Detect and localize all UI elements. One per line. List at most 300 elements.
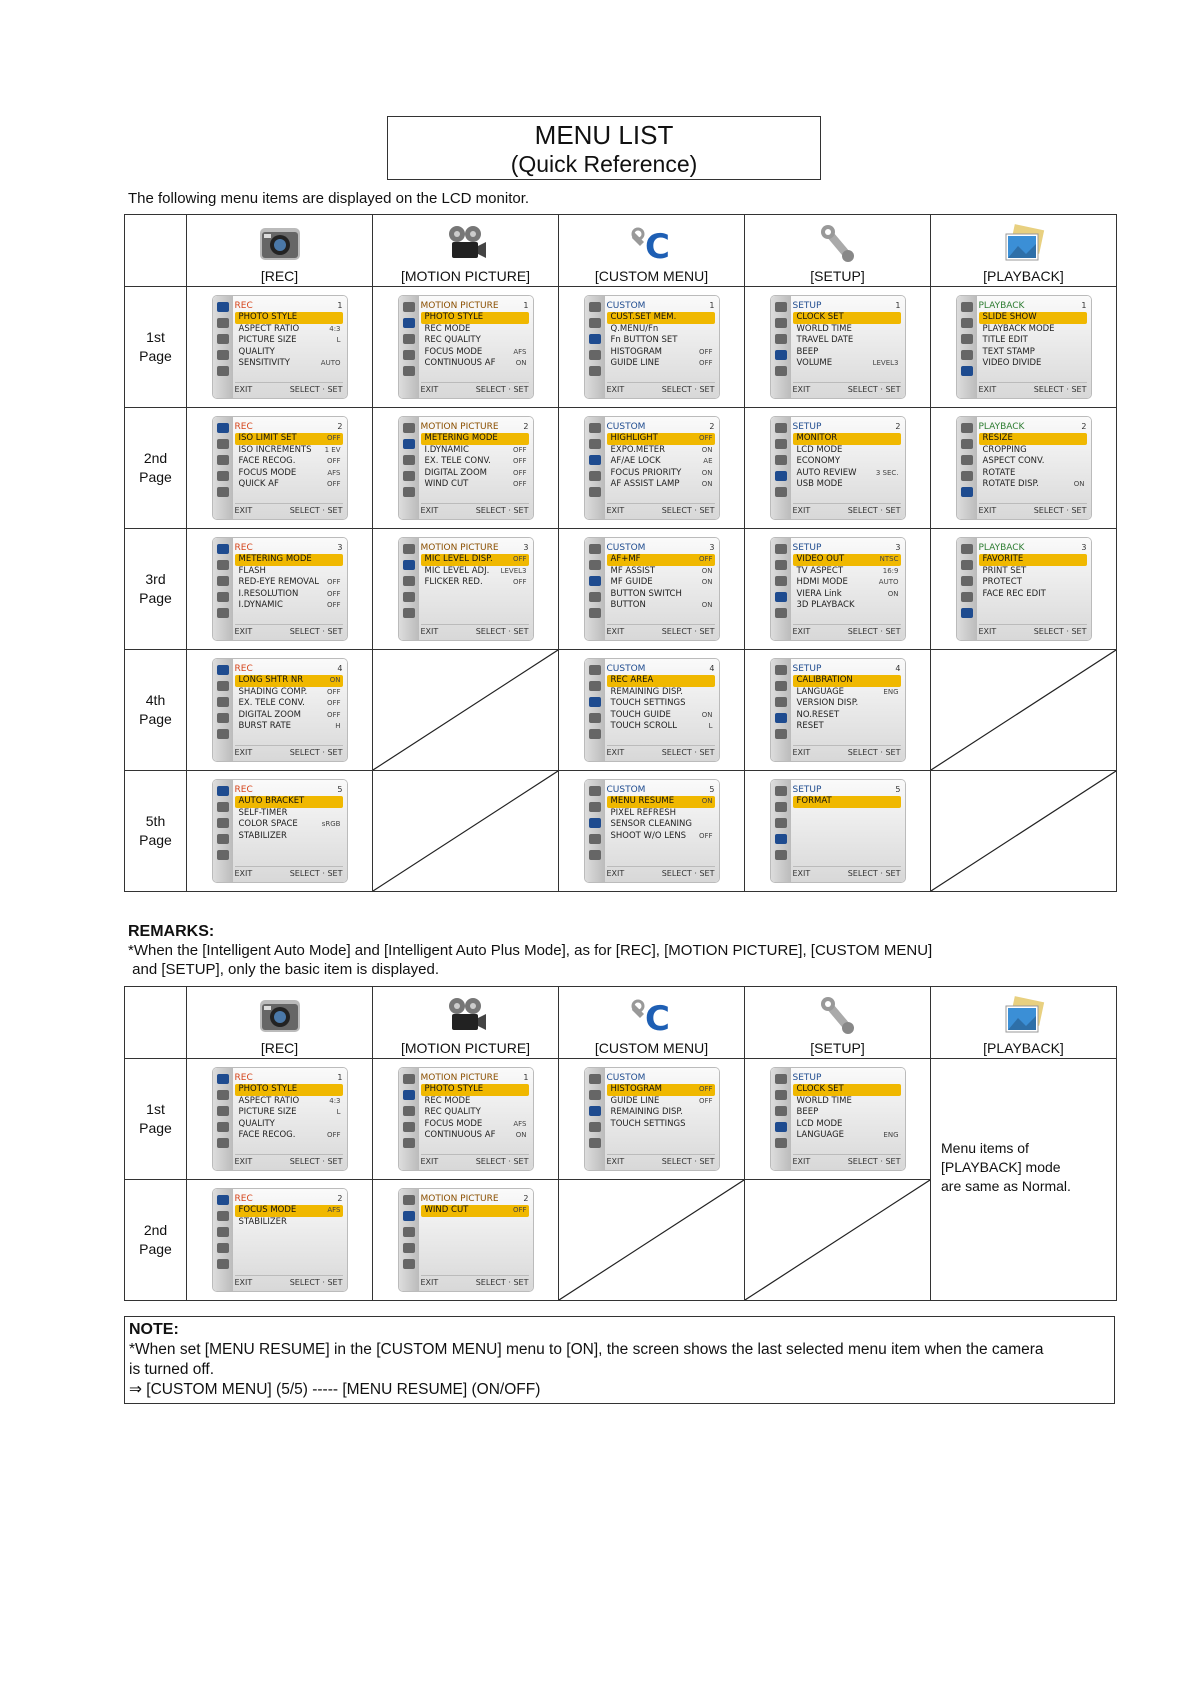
menu-item <box>421 433 529 445</box>
menu-item <box>979 433 1087 445</box>
menu-item-label: RESET <box>796 721 824 731</box>
menu-item-label: BEEP <box>796 346 819 357</box>
row-label: 5th Page <box>125 771 187 892</box>
column-header-label: [REC] <box>260 1039 299 1056</box>
screen-tabs <box>213 1189 233 1291</box>
screen-tab-icon <box>961 334 973 344</box>
menu-item-label: REC MODE <box>424 1095 471 1106</box>
screen-menu-name: REC <box>234 1194 253 1204</box>
screen-header <box>235 664 343 674</box>
menu-item-label: QUICK AF <box>238 479 279 489</box>
screen-footer: EXIT SELECT · SET <box>235 1154 343 1166</box>
screen-menu-name: PLAYBACK <box>978 301 1025 311</box>
menu-cell <box>559 1180 745 1301</box>
menu-item-label: SHADING COMP. <box>238 686 308 697</box>
screen-tab-icon <box>961 576 973 586</box>
menu-item-label: USB MODE <box>796 479 843 489</box>
screen-tab-icon <box>775 713 787 723</box>
screen-tab-icon <box>403 592 415 602</box>
screen-menu-name: PLAYBACK <box>978 422 1025 432</box>
empty-cell-diagonal <box>745 1180 930 1300</box>
screen-footer: EXIT SELECT · SET <box>235 503 343 515</box>
screen-tab-icon <box>775 786 787 796</box>
set-label: SET <box>699 1157 715 1166</box>
screen-menu-items <box>421 433 529 491</box>
menu-item <box>421 358 529 370</box>
menu-item-label: HISTOGRAM <box>610 1084 662 1094</box>
menu-item-label: PROTECT <box>982 577 1022 587</box>
screen-menu-items <box>793 796 901 808</box>
menu-item <box>607 675 715 687</box>
screen-tabs <box>771 417 791 519</box>
exit-label: EXIT <box>792 627 811 636</box>
screen-tab-icon <box>961 350 973 360</box>
screen-menu-items <box>421 554 529 589</box>
menu-item <box>235 347 343 359</box>
menu-item-value: OFF <box>698 434 713 442</box>
select-label: SELECT <box>847 869 878 878</box>
menu-item-label: MIC LEVEL DISP. <box>424 554 493 564</box>
menu-item-label: FOCUS PRIORITY <box>610 467 682 478</box>
set-label: SET <box>327 1157 343 1166</box>
menu-cell <box>559 771 745 892</box>
set-label: SET <box>327 748 343 757</box>
screen-tab-icon <box>217 1227 229 1237</box>
menu-item <box>607 1107 715 1119</box>
screen-tab-icon <box>775 1138 787 1148</box>
menu-item-label: FOCUS MODE <box>424 346 483 357</box>
select-label: SELECT <box>661 506 692 515</box>
exit-label: EXIT <box>606 385 625 394</box>
screen-tab-icon <box>403 350 415 360</box>
menu-cell <box>931 408 1117 529</box>
menu-item-value: OFF <box>512 578 527 586</box>
menu-item-label: GUIDE LINE <box>610 1095 660 1106</box>
column-header-label: [CUSTOM MENU] <box>594 1039 709 1056</box>
screen-tab-icon <box>217 802 229 812</box>
screen-footer: EXIT SELECT · SET <box>607 382 715 394</box>
screen-tabs <box>957 417 977 519</box>
screen-tabs <box>957 538 977 640</box>
menu-item-label: CLOCK SET <box>796 1084 844 1094</box>
empty-cell-diagonal <box>373 771 558 891</box>
screen-page-number: 1 <box>337 301 343 310</box>
menu-item-value: OFF <box>326 601 341 609</box>
set-label: SET <box>699 506 715 515</box>
screen-menu-name: REC <box>234 664 253 674</box>
row-label: 4th Page <box>125 650 187 771</box>
remarks <box>128 922 932 979</box>
menu-item <box>607 358 715 370</box>
screen-tab-icon <box>217 576 229 586</box>
note-box <box>124 1316 1115 1404</box>
set-label: SET <box>327 1278 343 1287</box>
set-label: SET <box>1071 385 1087 394</box>
menu-cell <box>559 529 745 650</box>
screen-tab-icon <box>403 576 415 586</box>
screen-tab-icon <box>217 334 229 344</box>
menu-item-label: ISO INCREMENTS <box>238 444 312 455</box>
menu-item-value: AE <box>703 457 713 465</box>
set-label: SET <box>885 506 901 515</box>
menu-item-value: ON <box>701 468 713 477</box>
lcd-screen <box>771 1068 905 1170</box>
screen-tab-icon <box>217 350 229 360</box>
menu-cell <box>931 650 1117 771</box>
lcd-screen <box>213 538 347 640</box>
screen-header <box>793 785 901 795</box>
menu-item-value: OFF <box>512 1206 527 1214</box>
menu-item-label: I.DYNAMIC <box>424 444 469 455</box>
menu-item-label: 3D PLAYBACK <box>796 600 855 610</box>
menu-item-label: VIERA Link <box>796 588 842 599</box>
lcd-screen <box>771 538 905 640</box>
exit-label: EXIT <box>234 748 253 757</box>
screen-tab-icon <box>589 560 601 570</box>
exit-label: EXIT <box>978 385 997 394</box>
screen-menu-items <box>607 796 715 842</box>
menu-item-label: AUTO REVIEW <box>796 467 857 478</box>
menu-item <box>235 710 343 722</box>
screen-menu-name: REC <box>234 785 253 795</box>
menu-item <box>793 675 901 687</box>
screen-page-number: 5 <box>895 785 901 794</box>
screen-header <box>421 422 529 432</box>
set-label: SET <box>513 506 529 515</box>
screen-tabs <box>585 296 605 398</box>
menu-cell <box>931 771 1117 892</box>
select-label: SELECT <box>1033 627 1064 636</box>
lcd-screen <box>399 296 533 398</box>
film-camera-icon <box>444 996 488 1036</box>
screen-header <box>607 785 715 795</box>
menu-item-label: REC MODE <box>424 323 471 334</box>
menu-item <box>421 347 529 359</box>
menu-item <box>235 312 343 324</box>
empty-cell-diagonal <box>931 771 1116 891</box>
column-header <box>559 215 745 287</box>
screen-footer: EXIT SELECT · SET <box>421 1275 529 1287</box>
set-label: SET <box>327 869 343 878</box>
select-label: SELECT <box>847 1157 878 1166</box>
screen-tab-icon <box>775 366 787 376</box>
menu-item-value: ON <box>701 710 713 719</box>
screen-tab-icon <box>775 455 787 465</box>
menu-item-value: OFF <box>698 359 713 367</box>
column-header-label: [MOTION PICTURE] <box>400 267 531 284</box>
screen-tab-icon <box>403 608 415 618</box>
screen-tab-icon <box>775 802 787 812</box>
menu-item-label: LONG SHTR NR <box>238 675 304 685</box>
menu-item <box>607 721 715 733</box>
menu-cell <box>745 650 931 771</box>
svg-text:C: C <box>644 998 670 1036</box>
screen-tabs <box>771 659 791 761</box>
screen-tab-icon <box>403 544 415 554</box>
menu-item <box>421 1205 529 1217</box>
screen-tab-icon <box>217 1074 229 1084</box>
column-header <box>931 987 1117 1059</box>
menu-item <box>607 335 715 347</box>
screen-page-number: 3 <box>523 543 529 552</box>
menu-cell <box>187 408 373 529</box>
screen-tab-icon <box>589 818 601 828</box>
screen-tab-icon <box>403 560 415 570</box>
menu-item-label: DIGITAL ZOOM <box>424 467 487 478</box>
menu-item <box>607 808 715 820</box>
lcd-screen <box>957 538 1091 640</box>
screen-tabs <box>399 538 419 640</box>
exit-label: EXIT <box>420 1157 439 1166</box>
set-label: SET <box>699 627 715 636</box>
screen-page-number: 4 <box>337 664 343 673</box>
menu-item-label: I.DYNAMIC <box>238 600 283 610</box>
photos-icon <box>1002 996 1046 1036</box>
menu-item-label: CROPPING <box>982 444 1027 455</box>
lcd-screen <box>771 659 905 761</box>
screen-tab-icon <box>961 471 973 481</box>
screen-page-number: 3 <box>337 543 343 552</box>
select-label: SELECT <box>1033 506 1064 515</box>
screen-page-number: 5 <box>709 785 715 794</box>
screen-tab-icon <box>589 302 601 312</box>
screen-tab-icon <box>775 1074 787 1084</box>
screen-tab-icon <box>775 576 787 586</box>
menu-item-label: PHOTO STYLE <box>238 312 298 322</box>
screen-tab-icon <box>775 608 787 618</box>
screen-tab-icon <box>589 576 601 586</box>
menu-cell <box>373 771 559 892</box>
exit-label: EXIT <box>234 1157 253 1166</box>
screen-tab-icon <box>403 487 415 497</box>
screen-tab-icon <box>217 487 229 497</box>
screen-menu-name: SETUP <box>792 422 822 432</box>
set-label: SET <box>699 869 715 878</box>
set-label: SET <box>513 627 529 636</box>
menu-item <box>235 600 343 612</box>
wrench-icon <box>816 996 860 1036</box>
menu-item-value: 4:3 <box>329 1096 341 1105</box>
menu-item-label: CLOCK SET <box>796 312 844 322</box>
screen-tabs <box>771 1068 791 1170</box>
select-label: SELECT <box>661 627 692 636</box>
svg-text:C: C <box>644 226 670 264</box>
column-header <box>373 987 559 1059</box>
menu-item-label: MF ASSIST <box>610 565 656 576</box>
select-label: SELECT <box>289 1157 320 1166</box>
set-label: SET <box>1071 627 1087 636</box>
menu-item-label: LANGUAGE <box>796 686 845 697</box>
menu-item <box>235 1130 343 1142</box>
screen-tab-icon <box>961 455 973 465</box>
menu-cell <box>745 287 931 408</box>
menu-cell <box>373 1180 559 1301</box>
menu-item <box>607 687 715 699</box>
menu-item <box>979 312 1087 324</box>
menu-item-label: I.RESOLUTION <box>238 588 299 599</box>
screen-header <box>421 1194 529 1204</box>
menu-item-value: ON <box>701 566 713 575</box>
set-label: SET <box>327 627 343 636</box>
menu-item <box>235 1217 343 1229</box>
wrench-icon <box>816 224 860 264</box>
lcd-screen <box>957 417 1091 519</box>
menu-item-value: 1 EV <box>324 445 341 454</box>
screen-tab-icon <box>775 1090 787 1100</box>
menu-cell <box>373 287 559 408</box>
screen-tab-icon <box>217 592 229 602</box>
menu-item <box>607 312 715 324</box>
screen-tab-icon <box>961 302 973 312</box>
menu-item <box>793 479 901 491</box>
menu-item-label: MF GUIDE <box>610 577 653 587</box>
screen-page-number: 1 <box>895 301 901 310</box>
lcd-screen <box>585 417 719 519</box>
menu-item <box>421 312 529 324</box>
menu-item-value: OFF <box>326 699 341 707</box>
menu-item <box>421 566 529 578</box>
menu-item-value: OFF <box>326 710 341 719</box>
camera-icon <box>258 224 302 264</box>
menu-item-value: OFF <box>326 457 341 465</box>
lcd-screen <box>399 417 533 519</box>
screen-page-number: 1 <box>523 301 529 310</box>
menu-item <box>793 566 901 578</box>
screen-page-number: 1 <box>523 1073 529 1082</box>
menu-item-value: ON <box>701 601 713 609</box>
menu-item <box>235 1119 343 1131</box>
screen-tab-icon <box>961 560 973 570</box>
menu-item-value: 3 SEC. <box>875 468 899 477</box>
screen-tab-icon <box>775 439 787 449</box>
menu-item <box>979 577 1087 589</box>
menu-item-label: FOCUS MODE <box>238 1205 297 1215</box>
screen-tab-icon <box>589 850 601 860</box>
camera-icon <box>258 996 302 1036</box>
screen-tab-icon <box>589 423 601 433</box>
note-line1: *When set [MENU RESUME] in the [CUSTOM MENU] menu to [ON], the screen shows the last selected menu item when the camera <box>129 1341 1044 1358</box>
screen-tab-icon <box>589 439 601 449</box>
column-header-label: [PLAYBACK] <box>983 1039 1064 1056</box>
menu-item-label: PICTURE SIZE <box>238 335 297 345</box>
lcd-screen <box>399 538 533 640</box>
menu-item-value: OFF <box>326 434 341 442</box>
menu-cell <box>373 408 559 529</box>
screen-tab-icon <box>589 608 601 618</box>
screen-menu-items <box>793 675 901 733</box>
screen-tab-icon <box>217 1106 229 1116</box>
menu-item-label: AUTO BRACKET <box>238 796 305 806</box>
screen-tab-icon <box>217 302 229 312</box>
menu-item-label: GUIDE LINE <box>610 358 660 368</box>
menu-item-value: ENG <box>883 687 899 696</box>
screen-tab-icon <box>403 318 415 328</box>
lcd-screen <box>771 417 905 519</box>
menu-item <box>235 468 343 480</box>
screen-footer: EXIT SELECT · SET <box>235 866 343 878</box>
menu-item-label: REMAINING DISP. <box>610 1107 683 1117</box>
menu-item-label: QUALITY <box>238 1118 275 1129</box>
menu-item <box>607 554 715 566</box>
custom-menu-icon <box>630 224 674 264</box>
menu-item-label: FACE REC EDIT <box>982 588 1046 599</box>
menu-item <box>793 433 901 445</box>
screen-menu-name: CUSTOM <box>606 422 646 432</box>
note-line2: is turned off. <box>129 1361 215 1378</box>
exit-label: EXIT <box>978 506 997 515</box>
set-label: SET <box>327 506 343 515</box>
exit-label: EXIT <box>234 869 253 878</box>
menu-item-value: ON <box>701 578 713 586</box>
screen-page-number: 2 <box>1081 422 1087 431</box>
menu-cell <box>373 1059 559 1180</box>
screen-footer: EXIT SELECT · SET <box>607 624 715 636</box>
screen-menu-items <box>235 1084 343 1142</box>
screen-tab-icon <box>217 560 229 570</box>
menu-item-value: OFF <box>698 347 713 356</box>
column-header <box>187 215 373 287</box>
row-label: 2nd Page <box>125 408 187 529</box>
screen-tabs <box>771 296 791 398</box>
menu-item-label: EX. TELE CONV. <box>238 698 305 708</box>
menu-cell <box>745 1180 931 1301</box>
screen-menu-name: CUSTOM <box>606 785 646 795</box>
menu-item <box>793 721 901 733</box>
menu-item <box>607 433 715 445</box>
screen-footer: EXIT SELECT · SET <box>235 624 343 636</box>
menu-item-value: OFF <box>512 445 527 454</box>
menu-item-value: 16:9 <box>882 566 899 575</box>
menu-item <box>421 479 529 491</box>
lcd-screen <box>213 296 347 398</box>
menu-item <box>979 456 1087 468</box>
menu-item-value: 4:3 <box>329 324 341 333</box>
menu-item <box>607 1119 715 1131</box>
screen-header <box>235 785 343 795</box>
screen-footer: EXIT SELECT · SET <box>793 866 901 878</box>
menu-item-label: TOUCH GUIDE <box>610 709 671 720</box>
menu-cell <box>187 650 373 771</box>
menu-cell <box>931 529 1117 650</box>
screen-tab-icon <box>217 1138 229 1148</box>
select-label: SELECT <box>847 506 878 515</box>
menu-item <box>793 456 901 468</box>
screen-menu-name: REC <box>234 301 253 311</box>
menu-item-label: WORLD TIME <box>796 1095 852 1106</box>
menu-item <box>235 796 343 808</box>
screen-tab-icon <box>775 350 787 360</box>
menu-item-value: ON <box>329 676 341 684</box>
screen-tab-icon <box>589 665 601 675</box>
menu-item-label: RESIZE <box>982 433 1013 443</box>
screen-tab-icon <box>589 1122 601 1132</box>
screen-tab-icon <box>403 1138 415 1148</box>
menu-item-value: AFS <box>327 468 341 477</box>
menu-item <box>235 831 343 843</box>
screen-tab-icon <box>961 608 973 618</box>
screen-tabs <box>585 659 605 761</box>
menu-item-label: PLAYBACK MODE <box>982 323 1055 334</box>
exit-label: EXIT <box>792 1157 811 1166</box>
menu-item <box>793 1084 901 1096</box>
screen-header <box>607 301 715 311</box>
menu-item <box>235 1096 343 1108</box>
menu-item-label: PHOTO STYLE <box>238 1084 298 1094</box>
screen-tabs <box>213 780 233 882</box>
select-label: SELECT <box>661 748 692 757</box>
menu-item <box>793 554 901 566</box>
screen-page-number: 2 <box>337 1194 343 1203</box>
